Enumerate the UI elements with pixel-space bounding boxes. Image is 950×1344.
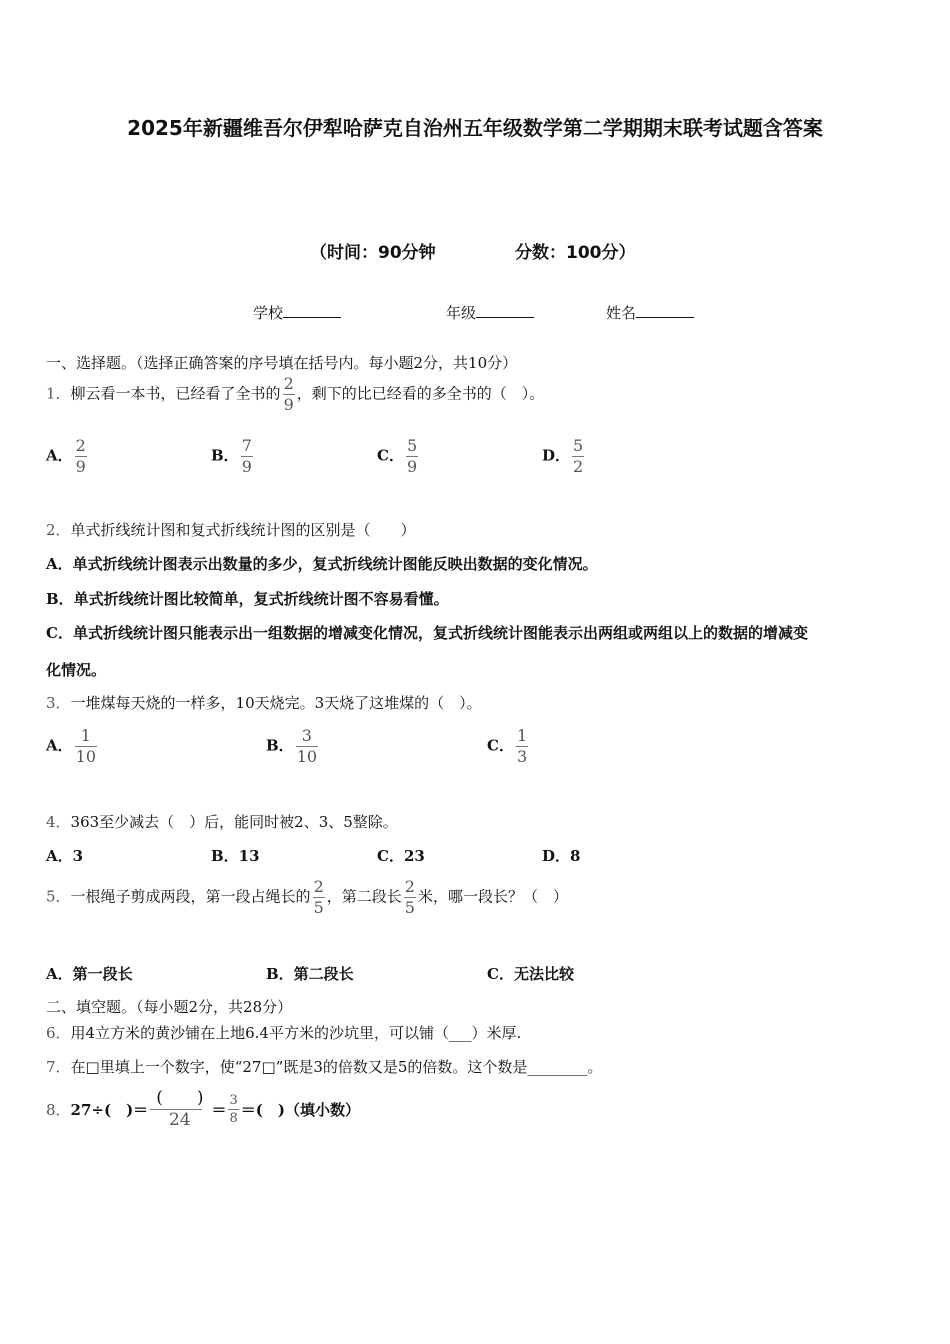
name-field <box>606 302 694 323</box>
q3-option-a[interactable]: A． $\frac{1}{10}$ <box>46 726 96 766</box>
page-title: 2025年新疆维吾尔伊犁哈萨克自治州五年级数学第二学期期末联考试题含答案 <box>127 116 823 140</box>
q2-option-a[interactable]: A．单式折线统计图表示出数量的多少，复式折线统计图能反映出数据的变化情况。 <box>46 555 598 573</box>
question-1 <box>46 376 544 413</box>
q4-option-b[interactable]: B．13 <box>211 847 260 865</box>
q4-option-d[interactable]: D．8 <box>542 847 581 865</box>
question-4: 4．363至少减去（ ）后，能同时被2、3、5整除。 <box>46 813 398 831</box>
q2-option-c-cont: 化情况。 <box>46 661 107 679</box>
question-2: 2．单式折线统计图和复式折线统计图的区别是（ ） <box>46 521 416 539</box>
fraction: $\frac{2}{9}$ <box>283 374 294 414</box>
q2-option-c[interactable]: C．单式折线统计图只能表示出一组数据的增减变化情况，复式折线统计图能表示出两组或两组以上的数据的增减变 <box>46 624 808 642</box>
question-6: 6．用4立方米的黄沙铺在上地6.4平方米的沙坑里，可以铺（___）米厚. <box>46 1024 522 1042</box>
school-blank[interactable] <box>283 303 341 318</box>
q4-option-a[interactable]: A．3 <box>46 847 84 865</box>
q3-option-c[interactable]: C． $\frac{1}{3}$ <box>487 726 528 766</box>
school-label: 学校 <box>253 304 284 322</box>
q1-option-c[interactable]: C． $\frac{5}{9}$ <box>377 436 418 476</box>
fraction: $\frac{( )}{24}$ <box>150 1090 209 1129</box>
q1-option-d[interactable]: D． $\frac{5}{2}$ <box>542 436 584 476</box>
q5-option-b[interactable]: B．第二段长 <box>266 965 354 983</box>
question-8: 8．27÷( )＝ $\frac{( )}{24}$ ＝ $\frac{3}{8}$ ＝( )（填小数） <box>46 1088 360 1130</box>
grade-blank[interactable] <box>476 303 534 318</box>
grade-label: 年级 <box>446 304 477 322</box>
fraction: $\frac{2}{5}$ <box>404 877 415 917</box>
q2-option-b[interactable]: B．单式折线统计图比较简单，复式折线统计图不容易看懂。 <box>46 590 449 608</box>
q4-option-c[interactable]: C．23 <box>377 847 425 865</box>
fraction: $\frac{2}{5}$ <box>313 877 324 917</box>
q5-option-c[interactable]: C．无法比较 <box>487 965 574 983</box>
q1-option-b[interactable]: B． $\frac{7}{9}$ <box>211 436 252 476</box>
question-text: 柳云看一本书，已经看了全书的 <box>70 384 281 403</box>
section-2-heading: 二、填空题。（每小题2分，共28分） <box>46 998 293 1016</box>
time-label: （时间：90分钟 <box>310 243 436 263</box>
q3-option-b[interactable]: B． $\frac{3}{10}$ <box>266 726 318 766</box>
fraction: $\frac{3}{8}$ <box>229 1093 238 1126</box>
score-label: 分数：100分） <box>515 243 636 263</box>
question-number: 1． <box>46 384 71 403</box>
question-7: 7．在□里填上一个数字，使“27□”既是3的倍数又是5的倍数。这个数是________。 <box>46 1058 603 1076</box>
school-field <box>253 302 341 323</box>
q5-option-a[interactable]: A．第一段长 <box>46 965 133 983</box>
name-blank[interactable] <box>636 303 694 318</box>
section-1-heading: 一、选择题。（选择正确答案的序号填在括号内。每小题2分，共10分） <box>46 354 518 372</box>
question-5: 5．一根绳子剪成两段，第一段占绳长的 $\frac{2}{5}$ ，第二段长 $\frac{2}{5}$ 米，哪一段长？（ ） <box>46 877 568 917</box>
question-3: 3．一堆煤每天烧的一样多，10天烧完。3天烧了这堆煤的（ ）。 <box>46 694 482 712</box>
q1-option-a[interactable]: A． $\frac{2}{9}$ <box>46 436 86 476</box>
grade-field <box>446 302 534 323</box>
name-label: 姓名 <box>606 304 637 322</box>
question-text: ，剩下的比已经看的多全书的（ ）。 <box>296 384 545 403</box>
